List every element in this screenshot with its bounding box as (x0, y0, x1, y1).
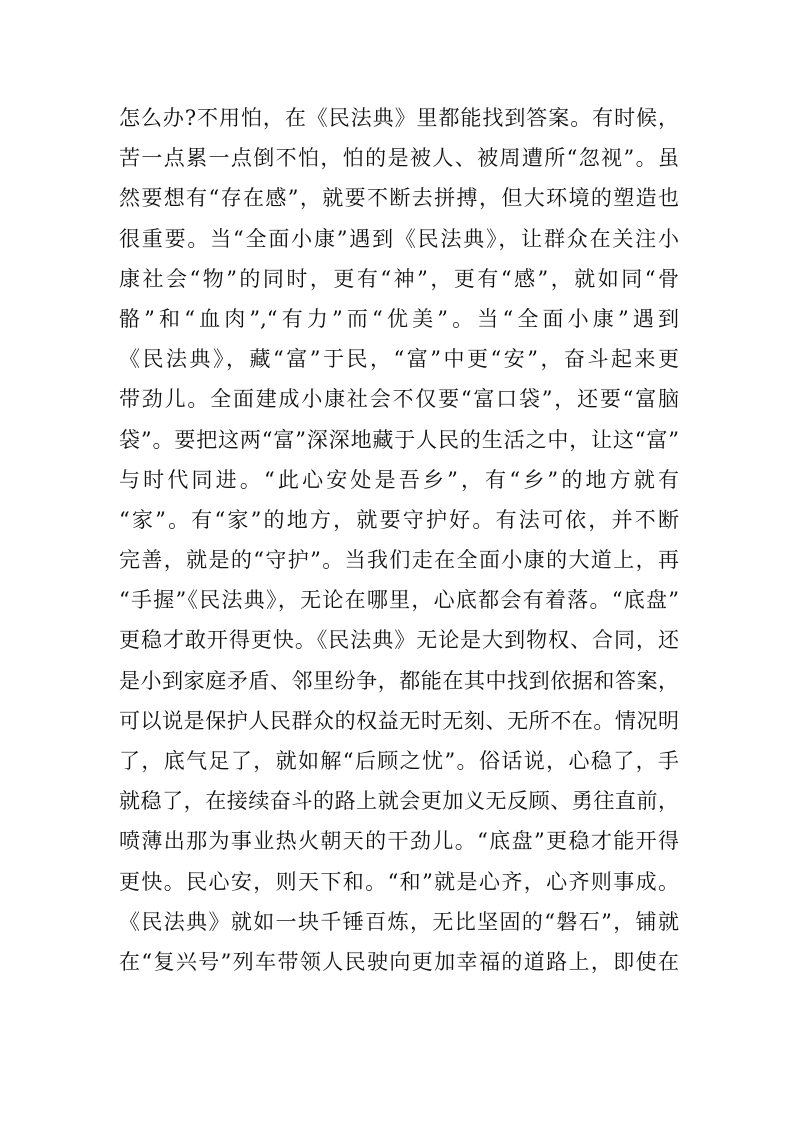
text-line-18: 就稳了，在接续奋斗的路上就会更加义无反顾、勇往直前， (119, 789, 679, 814)
text-line-22: 在“复兴号”列车带领人民驶向更加幸福的道路上，即使在 (119, 949, 679, 974)
text-line-20: 更快。民心安，则天下和。“和”就是心齐，心齐则事成。 (119, 869, 679, 894)
text-line-4: 很重要。当“全面小康”遇到《民法典》，让群众在关注小 (119, 226, 679, 251)
body-text (119, 98, 679, 982)
text-line-12: 完善，就是的“守护”。当我们走在全面小康的大道上，再 (119, 548, 679, 573)
text-line-5: 康社会“物”的同时，更有“神”，更有“感”，就如同“骨 (119, 266, 679, 291)
text-line-8: 带劲儿。全面建成小康社会不仅要“富口袋”，还要“富脑 (119, 387, 679, 412)
text-line-19: 喷薄出那为事业热火朝天的干劲儿。“底盘”更稳才能开得 (119, 829, 679, 854)
text-line-6: 骼”和“血肉”,“有力”而“优美”。当“全面小康”遇到 (119, 306, 679, 331)
text-line-2: 苦一点累一点倒不怕，怕的是被人、被周遭所“忽视”。虽 (119, 146, 679, 171)
text-line-13: “手握”《民法典》，无论在哪里，心底都会有着落。“底盘” (119, 588, 679, 613)
text-line-1: 怎么办?不用怕，在《民法典》里都能找到答案。有时候， (119, 106, 679, 130)
text-line-7: 《民法典》，藏“富”于民，“富”中更“安”，奋斗起来更 (119, 347, 679, 372)
text-line-21: 《民法典》就如一块千锤百炼，无比坚固的“磐石”，铺就 (119, 909, 679, 934)
text-line-14: 更稳才敢开得更快。《民法典》无论是大到物权、合同，还 (119, 628, 679, 653)
text-line-9: 袋”。要把这两“富”深深地藏于人民的生活之中，让这“富” (119, 427, 679, 452)
text-line-15: 是小到家庭矛盾、邻里纷争，都能在其中找到依据和答案， (119, 668, 679, 693)
text-line-10: 与时代同进。“此心安处是吾乡”，有“乡”的地方就有 (119, 467, 679, 492)
text-line-17: 了，底气足了，就如解“后顾之忧”。俗话说，心稳了，手 (119, 749, 679, 773)
text-line-16: 可以说是保护人民群众的权益无时无刻、无所不在。情况明 (119, 708, 679, 733)
text-line-3: 然要想有“存在感”，就要不断去拼搏，但大环境的塑造也 (119, 186, 679, 211)
text-line-11: “家”。有“家”的地方，就要守护好。有法可依，并不断 (119, 507, 679, 532)
